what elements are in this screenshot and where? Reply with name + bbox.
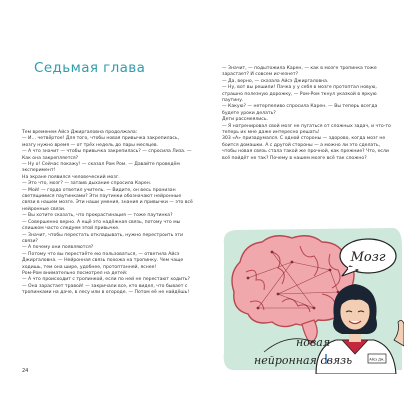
left-page: [20, 58, 198, 376]
paragraph: — Значит, чтобы перестать откладывать, нужно перестроить эти связи?: [22, 232, 183, 244]
paragraph: Тем временем Айсэ Джиргаловна продолжала:: [22, 130, 138, 135]
paragraph: — И… четвёртое! Для того, чтобы новая привычка закрепилась, мозгу нужно время — от трёх недель до пары месяцев.: [22, 136, 180, 148]
badge-text: Айсэ Дж.: [369, 357, 385, 362]
paragraph: — Потому что вы перестаёте ею пользоваться, — ответила Айсэ Джиргаловна. — Нейронная связь похожа на тропинку. Чем чаще ходишь, тем она шире, удобнее, протоптанней, яснее!: [22, 251, 184, 270]
brain-label: Мозг: [350, 250, 386, 265]
chapter-title: Седьмая глава: [34, 60, 146, 76]
paragraph: — Мой! — гордо ответил учитель. — Видите, он весь пронизан светящимися паутинками? Эти паутинки обозначают нейронные связи в нашем мозге. Эти наши умения, знания и привычки — это всё нейронные связи.: [22, 187, 193, 212]
paragraph: — Ну, вот вы решили! Пачка у у себя в мозге протоптал новую, страшно полезную дорожку, — Ром-Ром ткнул указкой в яркую паутину.: [222, 85, 377, 104]
connection-label-line1: новая: [296, 336, 331, 349]
paragraph: — Она зарастает травой! — закричали все, кто видел, что бывает с тропинками на даче, в лесу или в огороде. — Потом её не найдёшь!: [22, 283, 190, 296]
paragraph: — Ну о! Сейчас покажу! — сказал Ром Ром. — Давайте проведём эксперимент!: [22, 162, 180, 174]
brain-illustration: [218, 222, 404, 374]
right-page-text: [222, 66, 394, 162]
paragraph: — А почему они появляются?: [22, 245, 94, 251]
paragraph: — Значит, — подытожила Карен, — как в мозге тропинка тоже зарастает? И совсем исчезнет?: [222, 66, 377, 78]
paragraph: — Это что, мозг? — затаив дыхание спросила Карен.: [22, 181, 152, 187]
paragraph: — А что происходит с тропинкой, если по ней не перестают ходить?: [22, 277, 190, 283]
paragraph: — А что значит — чтобы привычка закрепилась? — спросила Лиза. — Как она закрепляется?: [22, 149, 192, 161]
paragraph: Ром-Ром внимательно посмотрел на детей:: [22, 270, 128, 276]
paragraph: — Какую? — нетерпеливо спросила Карен. — Вы теперь всегда будете уроки делать?: [222, 104, 378, 116]
paragraph: На экране появился человеческий мозг.: [22, 174, 120, 180]
paragraph: — Вы хотите сказать, что прокрастинация — тоже паутинка?: [22, 213, 173, 219]
paragraph: Дети рассмеялись.: [222, 117, 268, 123]
paragraph: — Я натренировал свой мозг не пугаться от сложных задач, и что-то теперь их мне даже интересно решать!: [222, 123, 391, 136]
paragraph: — Совершенно верно. А ещё это надёжная связь, потому что мы слишком часто следуем этой привычке.: [22, 219, 181, 232]
left-page-text: [22, 130, 194, 297]
paragraph: 303 «А» призадумался. С одной стороны — здорово, когда мозг не боится домашки. А с другой стороны — а можно ли это сделать, чтобы новая связь стала такой же прочной, как прежние? Что, если всё пойдёт не так? Почему в нашем мозге всё так сложно?: [222, 136, 389, 161]
connection-label-line2: нейронная связь: [254, 354, 353, 367]
page-number: 24: [22, 368, 29, 374]
paragraph: — Да, верно, — сказала Айсэ Джиргаловна.: [222, 78, 329, 84]
